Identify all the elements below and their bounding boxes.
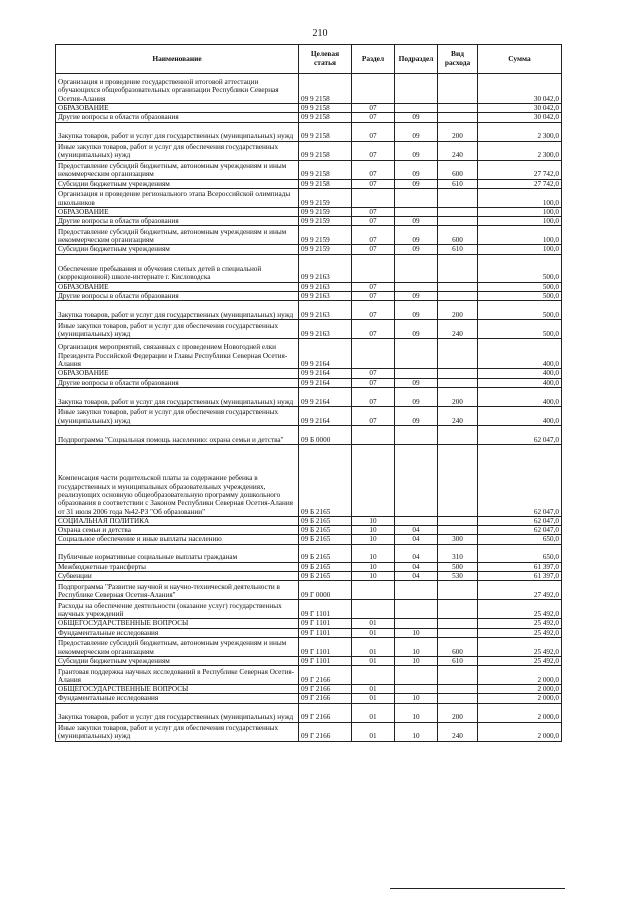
row-target: 09 Б 2165 [299, 544, 352, 562]
row-amount: 400,0 [478, 406, 562, 425]
row-subsection: 04 [395, 526, 438, 535]
row-expense-type [438, 378, 478, 387]
row-section: 07 [352, 387, 395, 406]
row-subsection: 10 [395, 656, 438, 665]
row-expense-type: 600 [438, 160, 478, 179]
row-subsection: 09 [395, 141, 438, 160]
row-name: Другие вопросы в области образования [56, 378, 299, 387]
row-amount: 25 492,0 [478, 628, 562, 637]
row-expense-type: 240 [438, 406, 478, 425]
table-body [56, 74, 562, 742]
row-subsection [395, 619, 438, 628]
row-subsection [395, 207, 438, 216]
row-expense-type: 200 [438, 122, 478, 141]
row-subsection [395, 666, 438, 685]
table-row [56, 600, 562, 619]
row-section: 07 [352, 160, 395, 179]
row-section: 01 [352, 685, 395, 694]
row-target: 09 Г 2166 [299, 694, 352, 703]
row-subsection [395, 444, 438, 516]
row-target: 09 9 2158 [299, 160, 352, 179]
row-target: 09 Г 1101 [299, 619, 352, 628]
row-section [352, 581, 395, 600]
row-expense-type: 300 [438, 535, 478, 544]
table-row [56, 619, 562, 628]
row-target: 09 Б 0000 [299, 425, 352, 444]
row-expense-type: 200 [438, 703, 478, 722]
table-row [56, 685, 562, 694]
row-section: 07 [352, 320, 395, 339]
row-expense-type [438, 369, 478, 378]
table-row [56, 562, 562, 571]
row-subsection: 10 [395, 703, 438, 722]
row-expense-type [438, 207, 478, 216]
row-section: 01 [352, 637, 395, 656]
row-target: 09 9 2163 [299, 320, 352, 339]
row-subsection: 09 [395, 217, 438, 226]
row-subsection: 09 [395, 179, 438, 188]
row-section: 07 [352, 226, 395, 245]
row-amount: 25 492,0 [478, 619, 562, 628]
row-expense-type [438, 425, 478, 444]
row-expense-type: 530 [438, 571, 478, 580]
row-subsection [395, 339, 438, 369]
table-row [56, 656, 562, 665]
row-name: Компенсация части родительской платы за содержание ребенка в государственных и муниципальных образовательных учреждениях, реализующих основную общеобразовательную программу дошкольного образования в соответствии с Законом Республики Северная Осетия-Алания от 31 июля 2006 года №42-РЗ "Об образовании" [56, 444, 299, 516]
row-amount: 2 000,0 [478, 722, 562, 741]
row-name: Иные закупки товаров, работ и услуг для обеспечения государственных (муниципальных) нужд [56, 320, 299, 339]
row-subsection [395, 581, 438, 600]
row-expense-type [438, 685, 478, 694]
row-name: Другие вопросы в области образования [56, 113, 299, 122]
row-amount: 2 300,0 [478, 141, 562, 160]
row-target: 09 9 2164 [299, 378, 352, 387]
table-row [56, 122, 562, 141]
row-subsection: 10 [395, 637, 438, 656]
row-amount: 650,0 [478, 544, 562, 562]
row-subsection [395, 104, 438, 113]
row-section [352, 254, 395, 282]
row-section [352, 666, 395, 685]
row-expense-type [438, 217, 478, 226]
row-target: 09 Г 1101 [299, 637, 352, 656]
row-section: 07 [352, 122, 395, 141]
row-subsection: 09 [395, 113, 438, 122]
row-expense-type [438, 526, 478, 535]
row-target: 09 Б 2165 [299, 526, 352, 535]
table-row [56, 113, 562, 122]
table-row [56, 188, 562, 207]
row-name: Охрана семьи и детства [56, 526, 299, 535]
row-expense-type [438, 104, 478, 113]
row-name: Фундаментальные исследования [56, 694, 299, 703]
row-amount: 30 042,0 [478, 104, 562, 113]
row-amount: 400,0 [478, 369, 562, 378]
row-subsection: 10 [395, 722, 438, 741]
row-subsection: 04 [395, 571, 438, 580]
row-section: 01 [352, 694, 395, 703]
row-subsection: 09 [395, 301, 438, 320]
row-target: 09 9 2164 [299, 369, 352, 378]
row-target: 09 9 2158 [299, 104, 352, 113]
table-row [56, 544, 562, 562]
row-target: 09 Г 2166 [299, 722, 352, 741]
row-target: 09 9 2159 [299, 207, 352, 216]
row-amount: 400,0 [478, 387, 562, 406]
row-subsection: 10 [395, 628, 438, 637]
row-amount: 27 492,0 [478, 581, 562, 600]
table-row [56, 320, 562, 339]
table-row [56, 628, 562, 637]
row-target: 09 9 2159 [299, 188, 352, 207]
table-row [56, 703, 562, 722]
table-row [56, 226, 562, 245]
row-expense-type: 240 [438, 320, 478, 339]
row-expense-type [438, 339, 478, 369]
row-target: 09 Б 2165 [299, 516, 352, 525]
table-header-row [56, 45, 562, 74]
row-expense-type: 610 [438, 656, 478, 665]
table-row [56, 141, 562, 160]
row-section: 07 [352, 207, 395, 216]
row-target: 09 Г 2166 [299, 685, 352, 694]
table-row [56, 74, 562, 104]
row-expense-type [438, 666, 478, 685]
table-row [56, 301, 562, 320]
row-subsection [395, 369, 438, 378]
row-section [352, 339, 395, 369]
table-row [56, 217, 562, 226]
row-target: 09 9 2163 [299, 282, 352, 291]
row-subsection: 04 [395, 544, 438, 562]
row-expense-type [438, 282, 478, 291]
row-name: Расходы на обеспечение деятельности (оказание услуг) государственных научных учреждений [56, 600, 299, 619]
row-target: 09 9 2164 [299, 406, 352, 425]
row-expense-type [438, 581, 478, 600]
row-amount: 30 042,0 [478, 113, 562, 122]
row-target: 09 9 2158 [299, 122, 352, 141]
row-name: Подпрограмма "Социальная помощь населению: охрана семьи и детства" [56, 425, 299, 444]
row-target: 09 9 2163 [299, 301, 352, 320]
row-amount: 500,0 [478, 254, 562, 282]
row-subsection [395, 600, 438, 619]
row-subsection [395, 425, 438, 444]
row-amount: 61 397,0 [478, 571, 562, 580]
row-target: 09 9 2163 [299, 254, 352, 282]
row-subsection: 09 [395, 291, 438, 300]
row-target: 09 Б 2165 [299, 562, 352, 571]
row-subsection [395, 74, 438, 104]
row-target: 09 Г 0000 [299, 581, 352, 600]
row-amount: 62 047,0 [478, 425, 562, 444]
row-target: 09 9 2159 [299, 226, 352, 245]
row-name: Иные закупки товаров, работ и услуг для обеспечения государственных (муниципальных) нужд [56, 722, 299, 741]
row-target: 09 9 2158 [299, 141, 352, 160]
page-number: 210 [312, 28, 328, 39]
row-target: 09 9 2159 [299, 245, 352, 254]
row-name: Закупка товаров, работ и услуг для государственных (муниципальных) нужд [56, 703, 299, 722]
row-amount: 100,0 [478, 226, 562, 245]
row-name: Закупка товаров, работ и услуг для государственных (муниципальных) нужд [56, 122, 299, 141]
row-expense-type: 600 [438, 226, 478, 245]
row-section: 07 [352, 141, 395, 160]
row-amount: 100,0 [478, 207, 562, 216]
table-row [56, 571, 562, 580]
row-amount: 2 000,0 [478, 703, 562, 722]
row-section [352, 444, 395, 516]
row-expense-type: 240 [438, 722, 478, 741]
row-name: Субсидии бюджетным учреждениям [56, 656, 299, 665]
row-name: Другие вопросы в области образования [56, 217, 299, 226]
table-row [56, 160, 562, 179]
row-section: 07 [352, 104, 395, 113]
row-section: 07 [352, 406, 395, 425]
header-amount: Сумма [478, 45, 562, 74]
row-target: 09 9 2159 [299, 217, 352, 226]
row-subsection: 09 [395, 406, 438, 425]
row-section: 01 [352, 722, 395, 741]
row-name: Фундаментальные исследования [56, 628, 299, 637]
table-row [56, 637, 562, 656]
table-row [56, 526, 562, 535]
row-name: Публичные нормативные социальные выплаты гражданам [56, 544, 299, 562]
row-target: 09 Б 2165 [299, 535, 352, 544]
row-subsection: 09 [395, 245, 438, 254]
table-row [56, 179, 562, 188]
footer-rule [390, 888, 565, 889]
row-target: 09 Г 1101 [299, 600, 352, 619]
row-target: 09 Б 2165 [299, 571, 352, 580]
table-row [56, 581, 562, 600]
row-target: 09 Г 1101 [299, 656, 352, 665]
row-name: Закупка товаров, работ и услуг для государственных (муниципальных) нужд [56, 387, 299, 406]
row-section [352, 188, 395, 207]
row-amount: 27 742,0 [478, 160, 562, 179]
row-subsection [395, 254, 438, 282]
row-amount: 500,0 [478, 282, 562, 291]
row-amount: 27 742,0 [478, 179, 562, 188]
row-section [352, 425, 395, 444]
header-name: Наименование [56, 45, 299, 74]
row-amount: 25 492,0 [478, 637, 562, 656]
row-expense-type [438, 628, 478, 637]
row-expense-type: 310 [438, 544, 478, 562]
table-row [56, 378, 562, 387]
header-section: Раздел [352, 45, 395, 74]
row-name: Предоставление субсидий бюджетным, автономным учреждениям и иным некоммерческим организациям [56, 226, 299, 245]
row-expense-type: 500 [438, 562, 478, 571]
row-name: СОЦИАЛЬНАЯ ПОЛИТИКА [56, 516, 299, 525]
table-row [56, 666, 562, 685]
row-target: 09 Г 1101 [299, 628, 352, 637]
row-subsection: 09 [395, 387, 438, 406]
row-name: Закупка товаров, работ и услуг для государственных (муниципальных) нужд [56, 301, 299, 320]
row-name: Другие вопросы в области образования [56, 291, 299, 300]
row-subsection: 09 [395, 160, 438, 179]
row-section: 07 [352, 291, 395, 300]
row-name: Субсидии бюджетным учреждениям [56, 245, 299, 254]
row-target: 09 9 2158 [299, 74, 352, 104]
table-row [56, 291, 562, 300]
row-name: Организация и проведение регионального этапа Всероссийской олимпиады школьников [56, 188, 299, 207]
row-section: 07 [352, 179, 395, 188]
row-amount: 2 000,0 [478, 694, 562, 703]
row-name: ОБРАЗОВАНИЕ [56, 207, 299, 216]
row-amount: 650,0 [478, 535, 562, 544]
row-expense-type: 240 [438, 141, 478, 160]
row-amount: 500,0 [478, 320, 562, 339]
row-expense-type [438, 254, 478, 282]
row-subsection: 04 [395, 535, 438, 544]
row-subsection: 09 [395, 320, 438, 339]
row-name: ОБЩЕГОСУДАРСТВЕННЫЕ ВОПРОСЫ [56, 685, 299, 694]
row-section: 10 [352, 562, 395, 571]
row-subsection: 09 [395, 378, 438, 387]
row-amount: 25 492,0 [478, 656, 562, 665]
row-amount: 100,0 [478, 217, 562, 226]
row-name: ОБРАЗОВАНИЕ [56, 104, 299, 113]
row-section: 07 [352, 245, 395, 254]
row-amount: 400,0 [478, 378, 562, 387]
row-expense-type: 600 [438, 637, 478, 656]
row-target: 09 Г 2166 [299, 703, 352, 722]
row-target: 09 9 2158 [299, 113, 352, 122]
row-expense-type [438, 600, 478, 619]
row-amount: 100,0 [478, 188, 562, 207]
row-name: Иные закупки товаров, работ и услуг для обеспечения государственных (муниципальных) нужд [56, 141, 299, 160]
row-subsection: 09 [395, 122, 438, 141]
row-expense-type [438, 444, 478, 516]
row-section [352, 74, 395, 104]
row-subsection [395, 685, 438, 694]
header-expense-type: Вид расхода [438, 45, 478, 74]
row-section: 07 [352, 378, 395, 387]
row-amount: 2 000,0 [478, 685, 562, 694]
row-name: Предоставление субсидий бюджетным, автономным учреждениям и иным некоммерческим организациям [56, 637, 299, 656]
row-subsection [395, 282, 438, 291]
table-row [56, 535, 562, 544]
row-expense-type [438, 113, 478, 122]
table-row [56, 425, 562, 444]
row-name: Подпрограмма "Развитие научной и научно-технической деятельности в Республике Северная Осетия-Алания" [56, 581, 299, 600]
row-subsection: 09 [395, 226, 438, 245]
row-amount: 62 047,0 [478, 516, 562, 525]
row-section: 01 [352, 619, 395, 628]
row-subsection [395, 188, 438, 207]
row-amount: 62 047,0 [478, 526, 562, 535]
row-section: 10 [352, 544, 395, 562]
row-target: 09 Г 2166 [299, 666, 352, 685]
header-subsection: Подраздел [395, 45, 438, 74]
row-name: Межбюджетные трансферты [56, 562, 299, 571]
row-amount: 100,0 [478, 245, 562, 254]
row-amount: 2 000,0 [478, 666, 562, 685]
row-name: Иные закупки товаров, работ и услуг для обеспечения государственных (муниципальных) нужд [56, 406, 299, 425]
row-expense-type: 610 [438, 179, 478, 188]
row-amount: 25 492,0 [478, 600, 562, 619]
row-expense-type [438, 74, 478, 104]
table-row [56, 516, 562, 525]
row-section: 07 [352, 113, 395, 122]
row-target: 09 9 2164 [299, 387, 352, 406]
row-name: Социальное обеспечение и иные выплаты населению [56, 535, 299, 544]
header-target: Целевая статья [299, 45, 352, 74]
row-section: 07 [352, 282, 395, 291]
row-section: 10 [352, 535, 395, 544]
row-expense-type [438, 516, 478, 525]
row-expense-type: 200 [438, 301, 478, 320]
row-expense-type: 610 [438, 245, 478, 254]
row-section: 01 [352, 656, 395, 665]
table-row [56, 245, 562, 254]
row-name: Организация и проведение государственной итоговой аттестации обучающихся общеобразовательных организации Республики Северная Осетия-Алания [56, 74, 299, 104]
row-amount: 500,0 [478, 291, 562, 300]
row-section [352, 600, 395, 619]
row-name: Организация мероприятий, связанных с проведением Новогодней елки Президента Российской Федерации и Главы Республики Северная Осетия-Алания [56, 339, 299, 369]
row-amount: 61 397,0 [478, 562, 562, 571]
row-name: Субвенции [56, 571, 299, 580]
table-row [56, 694, 562, 703]
row-expense-type [438, 291, 478, 300]
row-expense-type [438, 619, 478, 628]
row-expense-type [438, 694, 478, 703]
budget-table [55, 44, 562, 742]
row-section: 10 [352, 571, 395, 580]
row-amount: 62 047,0 [478, 444, 562, 516]
table-row [56, 387, 562, 406]
row-subsection: 04 [395, 562, 438, 571]
table-row [56, 369, 562, 378]
row-amount: 500,0 [478, 301, 562, 320]
row-subsection [395, 516, 438, 525]
row-section: 10 [352, 516, 395, 525]
row-target: 09 9 2163 [299, 291, 352, 300]
row-amount: 2 300,0 [478, 122, 562, 141]
row-section: 07 [352, 301, 395, 320]
row-name: ОБРАЗОВАНИЕ [56, 282, 299, 291]
table-row [56, 207, 562, 216]
row-section: 01 [352, 703, 395, 722]
row-section: 07 [352, 217, 395, 226]
row-section: 01 [352, 628, 395, 637]
row-amount: 400,0 [478, 339, 562, 369]
row-expense-type: 200 [438, 387, 478, 406]
table-row [56, 282, 562, 291]
row-target: 09 9 2158 [299, 179, 352, 188]
row-name: ОБЩЕГОСУДАРСТВЕННЫЕ ВОПРОСЫ [56, 619, 299, 628]
row-name: ОБРАЗОВАНИЕ [56, 369, 299, 378]
row-target: 09 Б 2165 [299, 444, 352, 516]
row-name: Обеспечение пребывания и обучения слепых детей в специальной (коррекционной) школе-интернате г. Кисловодска [56, 254, 299, 282]
row-subsection: 10 [395, 694, 438, 703]
row-name: Грантовая поддержка научных исследований в Республике Северная Осетия-Алания [56, 666, 299, 685]
row-name: Субсидии бюджетным учреждениям [56, 179, 299, 188]
table-row [56, 104, 562, 113]
table-row [56, 406, 562, 425]
row-target: 09 9 2164 [299, 339, 352, 369]
table-row [56, 722, 562, 741]
row-section: 07 [352, 369, 395, 378]
table-row [56, 444, 562, 516]
table-row [56, 254, 562, 282]
row-amount: 30 042,0 [478, 74, 562, 104]
row-expense-type [438, 188, 478, 207]
row-section: 10 [352, 526, 395, 535]
table-row [56, 339, 562, 369]
row-name: Предоставление субсидий бюджетным, автономным учреждениям и иным некоммерческим организациям [56, 160, 299, 179]
